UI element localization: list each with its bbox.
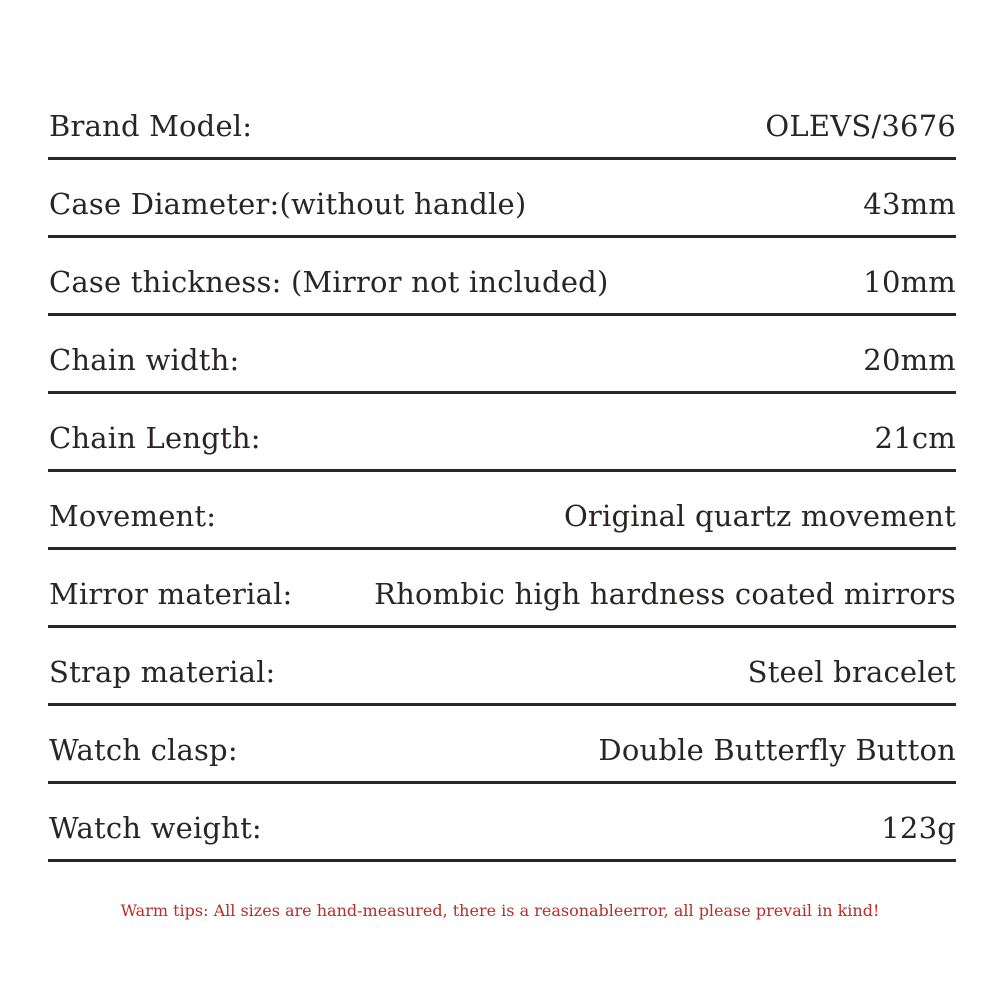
spec-label: Strap material:	[49, 655, 276, 689]
spec-value: OLEVS/3676	[765, 109, 956, 143]
spec-label: Watch weight:	[49, 811, 262, 845]
spec-row-watch-weight	[48, 784, 956, 862]
spec-row-strap-material	[48, 628, 956, 706]
spec-value: Steel bracelet	[747, 655, 956, 689]
spec-row-watch-clasp	[48, 706, 956, 784]
spec-value: Double Butterfly Button	[598, 733, 956, 767]
spec-row-movement	[48, 472, 956, 550]
spec-value: 123g	[881, 811, 956, 845]
spec-row-case-diameter	[48, 160, 956, 238]
spec-value: Original quartz movement	[563, 499, 956, 533]
warm-tip-note: Warm tips: All sizes are hand-measured, there is a reasonableerror, all please prevail in kind!	[120, 901, 880, 920]
spec-label: Mirror material:	[49, 577, 293, 611]
spec-label: Brand Model:	[49, 109, 253, 143]
spec-value: 20mm	[863, 343, 956, 377]
spec-value: 43mm	[863, 187, 956, 221]
spec-value: Rhombic high hardness coated mirrors	[374, 577, 956, 611]
spec-table	[48, 82, 956, 862]
spec-label: Movement:	[49, 499, 217, 533]
spec-row-mirror-material	[48, 550, 956, 628]
spec-row-chain-length	[48, 394, 956, 472]
spec-row-chain-width	[48, 316, 956, 394]
spec-value: 10mm	[863, 265, 956, 299]
spec-label: Chain width:	[49, 343, 240, 377]
spec-row-brand-model	[48, 82, 956, 160]
spec-label: Case thickness: (Mirror not included)	[49, 265, 609, 299]
spec-label: Chain Length:	[49, 421, 261, 455]
spec-value: 21cm	[874, 421, 956, 455]
spec-row-case-thickness	[48, 238, 956, 316]
spec-label: Case Diameter:(without handle)	[49, 187, 527, 221]
spec-label: Watch clasp:	[49, 733, 238, 767]
